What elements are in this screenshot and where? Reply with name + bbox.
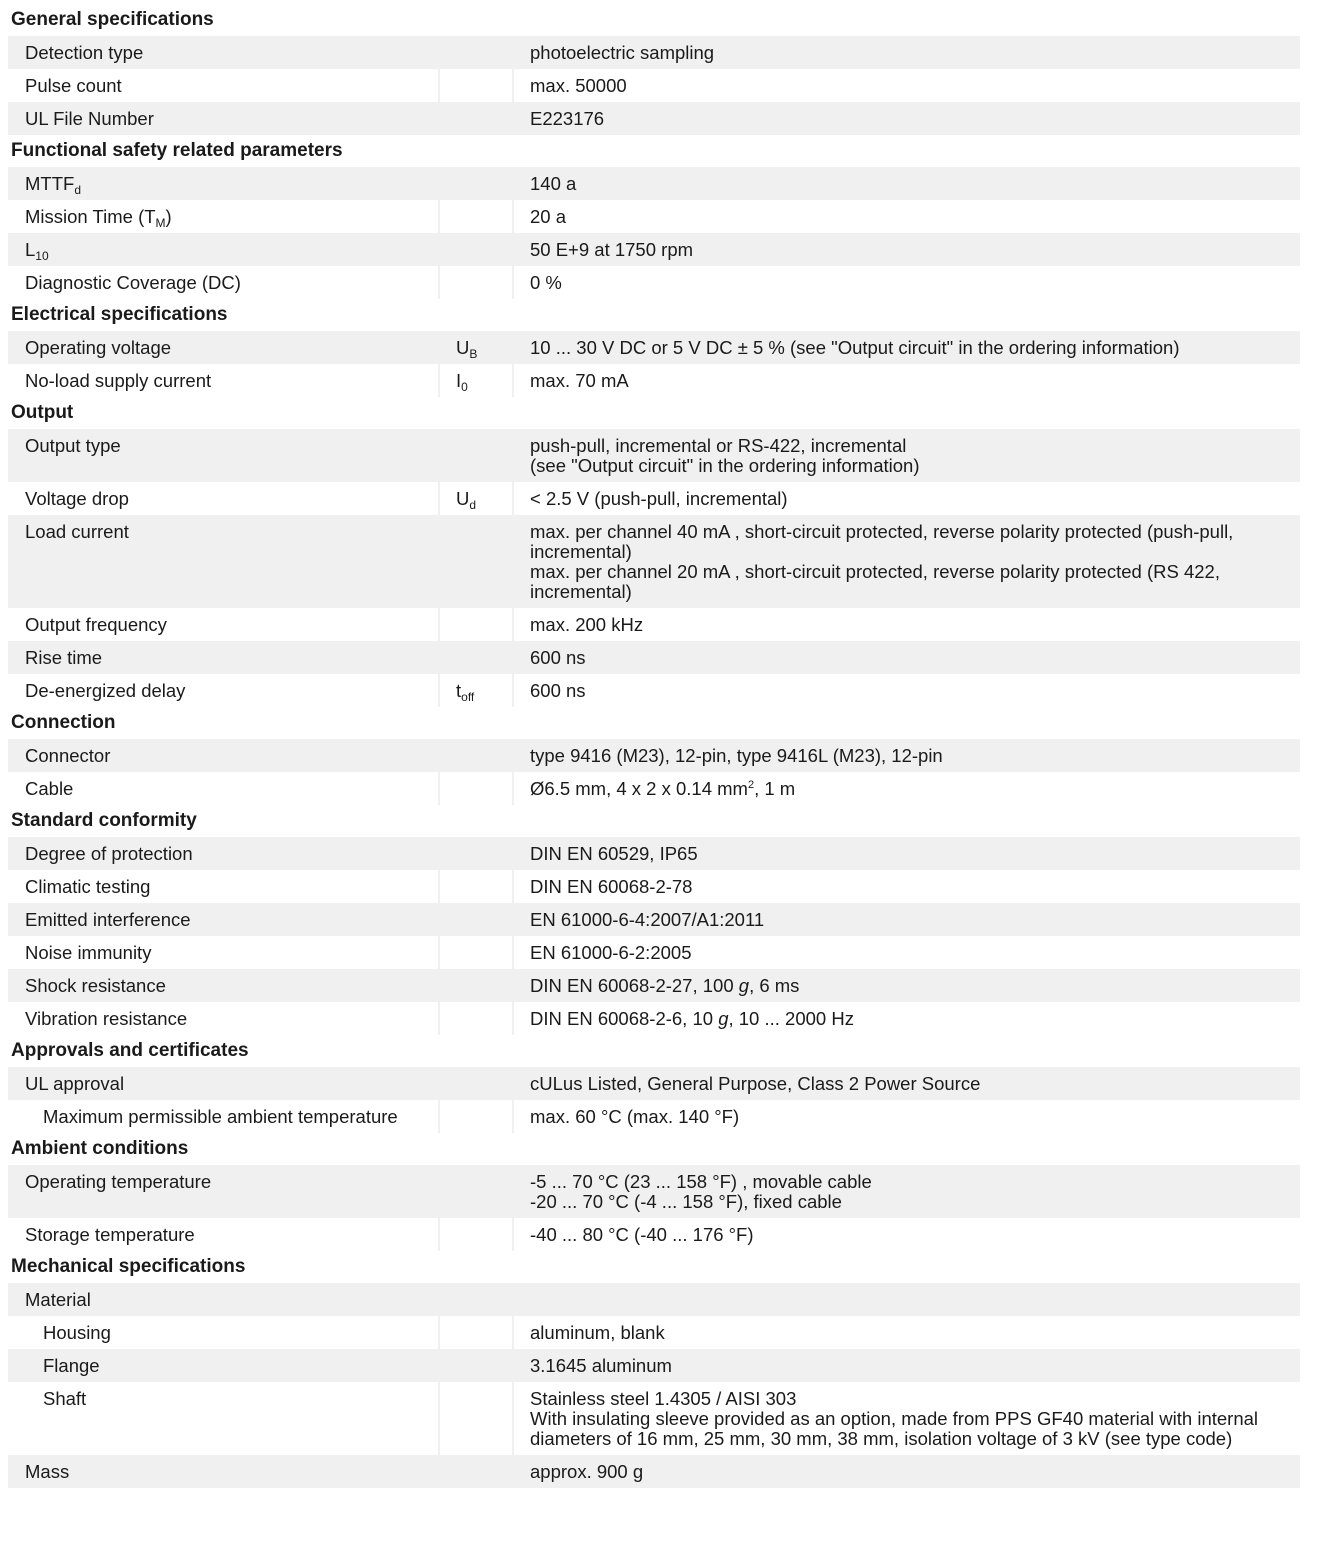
value-line: max. per channel 40 mA , short-circuit protected, reverse polarity protected (push-pull, incremental) [530, 521, 1234, 562]
spec-row [8, 772, 1300, 805]
value-line [530, 976, 1294, 996]
spec-label: Rise time [25, 647, 103, 668]
spec-row [8, 1349, 1300, 1382]
subscript: 0 [461, 380, 468, 394]
italic-text: g [738, 975, 750, 996]
spec-symbol [440, 969, 512, 1002]
value-line: EN 61000-6-4:2007/A1:2011 [530, 909, 765, 930]
value-line: 600 ns [530, 647, 586, 668]
spec-label [8, 200, 438, 233]
spec-row [8, 1100, 1300, 1133]
text: DIN EN 60068-2-6, 10 [530, 1008, 719, 1029]
value-line: With insulating sleeve provided as an option, made from PPS GF40 material with internal diameters of 16 mm, 25 mm, 30 mm, 38 mm, isolation voltage of 3 kV (see type code) [530, 1408, 1259, 1449]
spec-symbol [440, 1165, 512, 1218]
spec-symbol [440, 364, 512, 397]
value-line: Stainless steel 1.4305 / AISI 303 [530, 1388, 797, 1409]
spec-value [514, 870, 1300, 903]
value-line: push-pull, incremental or RS-422, incremental [530, 435, 907, 456]
spec-symbol [440, 608, 512, 641]
value-line: max. 50000 [530, 75, 627, 96]
spec-row [8, 1455, 1300, 1488]
value-line: max. per channel 20 mA , short-circuit protected, reverse polarity protected (RS 422, incremental) [530, 561, 1220, 602]
spec-label: Pulse count [25, 75, 122, 96]
value-line: < 2.5 V (push-pull, incremental) [530, 488, 788, 509]
spec-label: Maximum permissible ambient temperature [43, 1106, 398, 1127]
spec-value [514, 1100, 1300, 1133]
spec-symbol [440, 331, 512, 364]
spec-label: Flange [43, 1355, 100, 1376]
spec-symbol [440, 1455, 512, 1488]
value-line: aluminum, blank [530, 1322, 665, 1343]
section-heading: Ambient conditions [8, 1133, 1300, 1165]
spec-symbol [440, 936, 512, 969]
spec-symbol [440, 1316, 512, 1349]
spec-row [8, 1283, 1300, 1316]
spec-label [8, 233, 438, 266]
spec-label: Shock resistance [25, 975, 166, 996]
spec-label: UL File Number [25, 108, 154, 129]
spec-label: Operating voltage [25, 337, 172, 358]
text: t [456, 680, 462, 701]
value-line [530, 779, 1294, 799]
spec-value [514, 739, 1300, 772]
spec-symbol [440, 167, 512, 200]
spec-value [514, 837, 1300, 870]
spec-label: Mass [25, 1461, 70, 1482]
spec-symbol [440, 200, 512, 233]
spec-label: Climatic testing [25, 876, 151, 897]
spec-value [514, 482, 1300, 515]
spec-symbol [440, 1067, 512, 1100]
spec-label: Noise immunity [25, 942, 152, 963]
spec-symbol [440, 674, 512, 707]
value-line: 140 a [530, 173, 577, 194]
section-heading: Connection [8, 707, 1300, 739]
spec-row [8, 903, 1300, 936]
spec-label: Emitted interference [25, 909, 191, 930]
text: DIN EN 60068-2-27, 100 [530, 975, 739, 996]
spec-value [514, 69, 1300, 102]
spec-row [8, 739, 1300, 772]
spec-symbol [440, 1100, 512, 1133]
section-heading: General specifications [8, 4, 1300, 36]
section-heading: Electrical specifications [8, 299, 1300, 331]
spec-row [8, 936, 1300, 969]
spec-value [514, 936, 1300, 969]
spec-label: Output frequency [25, 614, 167, 635]
spec-symbol [440, 772, 512, 805]
spec-value [514, 1283, 1300, 1316]
spec-label: No-load supply current [25, 370, 212, 391]
text: , 10 ... 2000 Hz [728, 1008, 854, 1029]
spec-row [8, 1382, 1300, 1455]
spec-row [8, 674, 1300, 707]
value-line: E223176 [530, 108, 605, 129]
subscript: M [155, 216, 166, 230]
text: MTTF [25, 173, 75, 194]
spec-row [8, 69, 1300, 102]
spec-value [514, 1002, 1300, 1035]
section-heading: Approvals and certificates [8, 1035, 1300, 1067]
spec-value [514, 515, 1300, 608]
spec-label: Connector [25, 745, 111, 766]
spec-row [8, 1218, 1300, 1251]
spec-row [8, 641, 1300, 674]
text: U [456, 337, 470, 358]
spec-label: Storage temperature [25, 1224, 195, 1245]
value-line: type 9416 (M23), 12-pin, type 9416L (M23), 12-pin [530, 745, 943, 766]
spec-label: Degree of protection [25, 843, 193, 864]
value-line: 3.1645 aluminum [530, 1355, 672, 1376]
spec-row [8, 1165, 1300, 1218]
spec-row [8, 233, 1300, 266]
spec-symbol [440, 429, 512, 482]
value-line: DIN EN 60068-2-78 [530, 876, 693, 897]
spec-value [514, 1165, 1300, 1218]
spec-value [514, 1316, 1300, 1349]
spec-value [514, 36, 1300, 69]
value-line: approx. 900 g [530, 1461, 644, 1482]
spec-row [8, 331, 1300, 364]
spec-label: Vibration resistance [25, 1008, 188, 1029]
spec-value [514, 903, 1300, 936]
spec-label [8, 167, 438, 200]
spec-symbol [440, 102, 512, 135]
value-line: -20 ... 70 °C (-4 ... 158 °F), fixed cable [530, 1191, 842, 1212]
spec-row [8, 482, 1300, 515]
spec-value [514, 1067, 1300, 1100]
subscript: d [469, 498, 477, 512]
spec-row [8, 1002, 1300, 1035]
subscript: off [461, 690, 475, 704]
value-line: max. 200 kHz [530, 614, 644, 635]
value-line: (see "Output circuit" in the ordering information) [530, 455, 920, 476]
spec-symbol [440, 233, 512, 266]
spec-symbol [440, 1283, 512, 1316]
spec-value [514, 1218, 1300, 1251]
spec-value [514, 429, 1300, 482]
specification-table [8, 4, 1300, 1488]
spec-label: Detection type [25, 42, 144, 63]
text: L [25, 239, 36, 260]
spec-row [8, 102, 1300, 135]
spec-symbol [440, 1218, 512, 1251]
value-line: 10 ... 30 V DC or 5 V DC ± 5 % (see "Output circuit" in the ordering information) [530, 337, 1180, 358]
spec-label: Shaft [43, 1388, 87, 1409]
value-line: cULus Listed, General Purpose, Class 2 Power Source [530, 1073, 981, 1094]
value-line: max. 70 mA [530, 370, 629, 391]
spec-row [8, 515, 1300, 608]
text: , 6 ms [749, 975, 800, 996]
spec-row [8, 200, 1300, 233]
spec-value [514, 1455, 1300, 1488]
spec-row [8, 1316, 1300, 1349]
spec-value [514, 674, 1300, 707]
value-line: 600 ns [530, 680, 586, 701]
text: Ø6.5 mm, 4 x 2 x 0.14 mm [530, 778, 748, 799]
text: I [456, 370, 462, 391]
subscript: d [74, 183, 81, 197]
section-heading: Standard conformity [8, 805, 1300, 837]
spec-value [514, 1382, 1300, 1455]
subscript: B [469, 347, 478, 361]
spec-value [514, 331, 1300, 364]
spec-symbol [440, 739, 512, 772]
value-line: EN 61000-6-2:2005 [530, 942, 692, 963]
spec-symbol [440, 515, 512, 608]
spec-value [514, 167, 1300, 200]
value-line: photoelectric sampling [530, 42, 715, 63]
spec-symbol [440, 1349, 512, 1382]
superscript: 2 [747, 779, 755, 791]
spec-symbol [440, 837, 512, 870]
spec-symbol [440, 266, 512, 299]
spec-symbol [440, 69, 512, 102]
section-heading: Mechanical specifications [8, 1251, 1300, 1283]
text: , 1 m [754, 778, 796, 799]
value-line: -40 ... 80 °C (-40 ... 176 °F) [530, 1224, 754, 1245]
spec-value [514, 772, 1300, 805]
value-line [530, 1009, 1294, 1029]
text: U [456, 488, 470, 509]
spec-label: Voltage drop [25, 488, 129, 509]
text: ) [165, 206, 172, 227]
spec-value [514, 102, 1300, 135]
spec-row [8, 364, 1300, 397]
spec-label: Load current [25, 521, 129, 542]
spec-row [8, 837, 1300, 870]
italic-text: g [718, 1008, 729, 1029]
value-line: 50 E+9 at 1750 rpm [530, 239, 694, 260]
spec-value [514, 969, 1300, 1002]
value-line: DIN EN 60529, IP65 [530, 843, 698, 864]
spec-symbol [440, 641, 512, 674]
value-line: -5 ... 70 °C (23 ... 158 °F) , movable cable [530, 1171, 872, 1192]
spec-label: Cable [25, 778, 74, 799]
spec-value [514, 364, 1300, 397]
value-line: max. 60 °C (max. 140 °F) [530, 1106, 740, 1127]
spec-symbol [440, 482, 512, 515]
spec-value [514, 233, 1300, 266]
spec-row [8, 608, 1300, 641]
spec-symbol [440, 870, 512, 903]
spec-row [8, 969, 1300, 1002]
spec-row [8, 36, 1300, 69]
spec-value [514, 1349, 1300, 1382]
spec-symbol [440, 36, 512, 69]
section-heading: Functional safety related parameters [8, 135, 1300, 167]
spec-row [8, 1067, 1300, 1100]
spec-value [514, 608, 1300, 641]
spec-label: De-energized delay [25, 680, 186, 701]
spec-symbol [440, 1002, 512, 1035]
spec-label: Material [25, 1289, 91, 1310]
spec-symbol [440, 1382, 512, 1455]
spec-label: Diagnostic Coverage (DC) [25, 272, 241, 293]
spec-row [8, 870, 1300, 903]
value-line: 20 a [530, 206, 567, 227]
subscript: 10 [35, 249, 49, 263]
spec-value [514, 200, 1300, 233]
spec-label: UL approval [25, 1073, 125, 1094]
spec-row [8, 167, 1300, 200]
spec-label: Output type [25, 435, 121, 456]
spec-value [514, 266, 1300, 299]
spec-row [8, 429, 1300, 482]
spec-row [8, 266, 1300, 299]
spec-value [514, 641, 1300, 674]
spec-symbol [440, 903, 512, 936]
spec-label: Operating temperature [25, 1171, 212, 1192]
section-heading: Output [8, 397, 1300, 429]
value-line: 0 % [530, 272, 562, 293]
text: Mission Time (T [25, 206, 156, 227]
spec-label: Housing [43, 1322, 111, 1343]
